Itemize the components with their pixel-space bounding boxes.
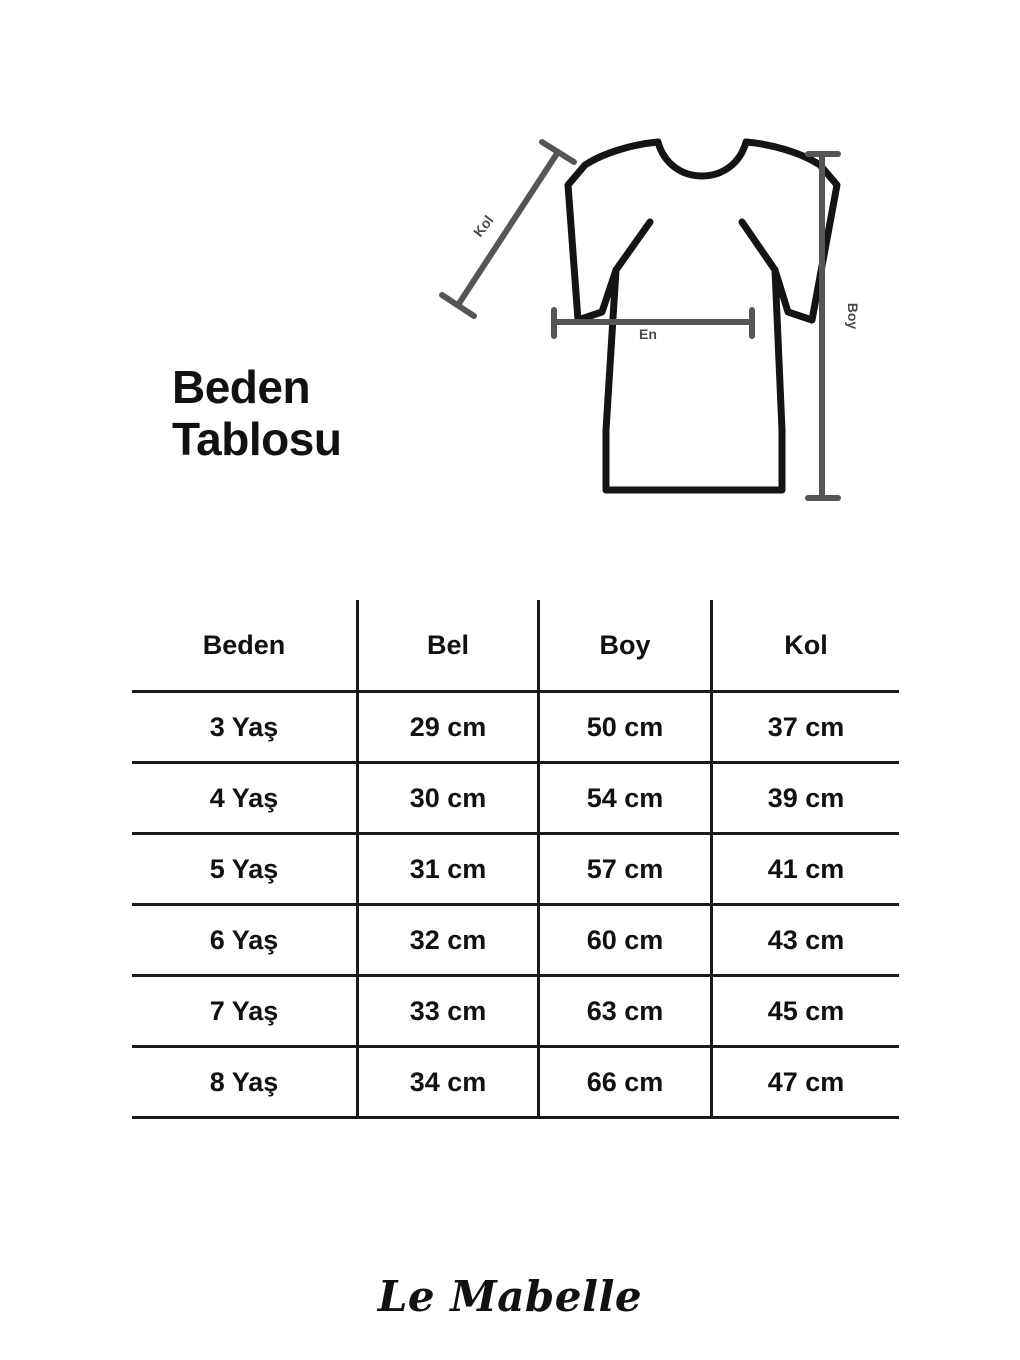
measure-label-sleeve: Kol bbox=[470, 212, 497, 240]
cell-bel: 34 cm bbox=[358, 1047, 539, 1118]
cell-bel: 31 cm bbox=[358, 834, 539, 905]
page-title-line-2: Tablosu bbox=[172, 412, 342, 465]
cell-bel: 30 cm bbox=[358, 763, 539, 834]
cell-boy: 66 cm bbox=[539, 1047, 712, 1118]
table-row bbox=[132, 763, 899, 834]
table-header-row bbox=[132, 600, 899, 692]
cell-bel: 32 cm bbox=[358, 905, 539, 976]
cell-kol: 43 cm bbox=[712, 905, 900, 976]
table-header-beden: Beden bbox=[132, 600, 358, 692]
cell-kol: 37 cm bbox=[712, 692, 900, 763]
table-header-boy: Boy bbox=[539, 600, 712, 692]
cell-boy: 54 cm bbox=[539, 763, 712, 834]
cell-beden: 3 Yaş bbox=[132, 692, 358, 763]
measure-label-width: En bbox=[639, 326, 657, 342]
cell-boy: 50 cm bbox=[539, 692, 712, 763]
cell-beden: 5 Yaş bbox=[132, 834, 358, 905]
cell-bel: 29 cm bbox=[358, 692, 539, 763]
table-row bbox=[132, 692, 899, 763]
size-table bbox=[132, 600, 899, 1119]
cell-beden: 7 Yaş bbox=[132, 976, 358, 1047]
cell-kol: 41 cm bbox=[712, 834, 900, 905]
table-row bbox=[132, 1047, 899, 1118]
cell-beden: 4 Yaş bbox=[132, 763, 358, 834]
garment-diagram-icon bbox=[420, 130, 900, 530]
cell-kol: 39 cm bbox=[712, 763, 900, 834]
cell-beden: 8 Yaş bbox=[132, 1047, 358, 1118]
garment-illustration bbox=[420, 130, 900, 530]
cell-boy: 63 cm bbox=[539, 976, 712, 1047]
table-header-kol: Kol bbox=[712, 600, 900, 692]
cell-beden: 6 Yaş bbox=[132, 905, 358, 976]
table-row bbox=[132, 905, 899, 976]
cell-bel: 33 cm bbox=[358, 976, 539, 1047]
table-header-bel: Bel bbox=[358, 600, 539, 692]
size-table-container bbox=[132, 600, 890, 1119]
cell-kol: 47 cm bbox=[712, 1047, 900, 1118]
brand-wordmark: Le Mabelle bbox=[377, 1272, 643, 1321]
table-row bbox=[132, 834, 899, 905]
cell-boy: 60 cm bbox=[539, 905, 712, 976]
measure-label-length: Boy bbox=[845, 302, 862, 330]
cell-boy: 57 cm bbox=[539, 834, 712, 905]
page-title-line-1: Beden bbox=[172, 361, 311, 413]
table-row bbox=[132, 976, 899, 1047]
cell-kol: 45 cm bbox=[712, 976, 900, 1047]
